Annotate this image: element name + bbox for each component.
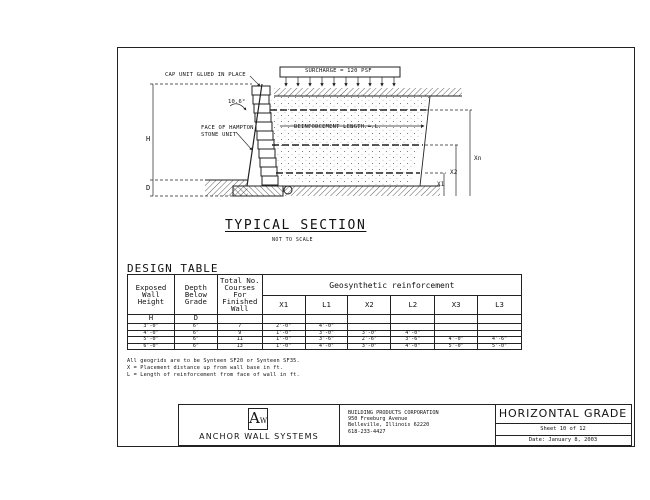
design-table (127, 274, 522, 350)
sub-head-x2: X2 (348, 296, 391, 315)
xn-dim-label: Xn (474, 155, 482, 162)
address-line: 950 Freeburg Avenue (348, 416, 408, 423)
total-courses-head: Total No. Courses For Finished Wall (217, 275, 262, 315)
table-row: 6'-0" 6" 13 1'-0" 4'-0" 3'-0" 4'-0" 5'-0" 5'-0" (128, 343, 522, 350)
reinforcement-length-label: REINFORCEMENT LENGTH = L (294, 124, 379, 130)
note-geogrid: All geogrids are to be Synteen SF20 or Synteen SF35. (127, 358, 300, 364)
address-line: Belleville, Illinois 62220 (348, 422, 430, 429)
address-line: 618-233-4427 (348, 428, 386, 435)
surcharge-arrows (286, 77, 394, 86)
depth-below-grade-head: Depth Below Grade (174, 275, 217, 315)
table-row: 3'-0" 6" 7 2'-0" 4'-0" (128, 324, 522, 331)
face-label-line2: STONE UNIT (201, 132, 237, 138)
top-ground-hatch (274, 88, 462, 96)
symbol-d: D (174, 315, 217, 324)
backfill-zone (262, 92, 430, 186)
bottom-ground-hatch (283, 186, 440, 196)
surcharge-label: SURCHARGE = 120 PSF (305, 68, 372, 74)
exposed-height-head: Exposed Wall Height (128, 275, 175, 315)
address-line: BUILDING PRODUCTS CORPORATION (348, 410, 439, 416)
face-label-line1: FACE OF HAMPTON (201, 125, 254, 131)
not-to-scale-label: NOT TO SCALE (272, 237, 313, 243)
cap-unit-label: CAP UNIT GLUED IN PLACE (165, 72, 246, 78)
typical-section-title: TYPICAL SECTION (225, 218, 367, 233)
design-table-title: DESIGN TABLE (127, 262, 219, 275)
dimension-xn (425, 110, 472, 196)
drawing-title: HORIZONTAL GRADE (495, 405, 631, 424)
leveling-pad (233, 186, 283, 196)
sub-head-l3: L3 (478, 296, 522, 315)
table-notes (127, 358, 300, 379)
note-l: L = Length of reinforcement from face of wall in ft. (127, 372, 300, 378)
d-dim-label: D (146, 184, 151, 192)
drawing-date: Date: January 8, 2003 (528, 437, 598, 443)
sub-head-l1: L1 (305, 296, 348, 315)
sub-head-x3: X3 (435, 296, 478, 315)
company-name: ANCHOR WALL SYSTEMS (199, 432, 319, 441)
symbol-h: H (128, 315, 175, 324)
batter-angle-label: 10.6° (228, 99, 246, 105)
sub-head-l2: L2 (391, 296, 435, 315)
geosynthetic-head: Geosynthetic reinforcement (262, 275, 521, 296)
note-x: X = Placement distance up from wall base in ft. (127, 365, 284, 371)
table-row: 4'-0" 6" 9 1'-0" 3'-0" 3'-0" 4'-0" (128, 330, 522, 337)
x2-dim-label: X2 (450, 169, 458, 176)
table-row: 5'-0" 6" 11 1'-0" 3'-6" 2'-6" 3'-6" 4'-0" 4'-6" (128, 337, 522, 344)
address-cell (339, 405, 496, 445)
company-logo-cell (179, 405, 340, 445)
drawing-info-cell (495, 405, 631, 445)
anchor-logo-icon: AW (248, 408, 268, 430)
sheet-number: Sheet 10 of 12 (495, 423, 631, 436)
sub-head-x1: X1 (262, 296, 305, 315)
title-block (178, 404, 632, 446)
x1-dim-label: X1 (437, 181, 445, 188)
h-dim-label: H (146, 135, 151, 143)
